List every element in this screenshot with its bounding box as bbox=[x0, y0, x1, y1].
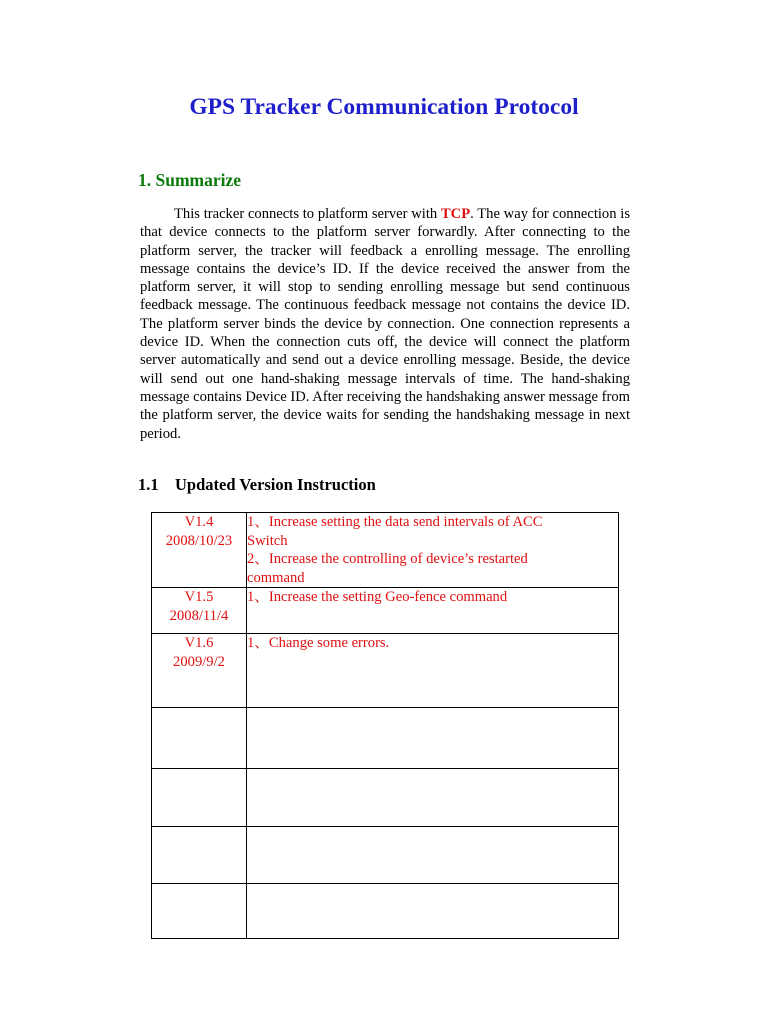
version-cell bbox=[152, 634, 247, 708]
table-row bbox=[152, 513, 619, 588]
version-date: 2008/10/23 bbox=[165, 532, 233, 549]
note-line: 1、Increase the setting Geo-fence command bbox=[247, 589, 508, 605]
notes-cell bbox=[247, 588, 619, 634]
notes-cell bbox=[247, 634, 619, 708]
table-row bbox=[152, 634, 619, 708]
subsection-heading-version bbox=[138, 475, 376, 495]
empty-cell bbox=[152, 769, 247, 827]
version-number: V1.6 bbox=[184, 635, 214, 651]
version-date: 2008/11/4 bbox=[169, 607, 229, 624]
table-row-empty bbox=[152, 769, 619, 827]
version-date: 2009/9/2 bbox=[173, 653, 225, 670]
version-number: V1.4 bbox=[184, 514, 214, 530]
version-number: V1.5 bbox=[184, 589, 214, 605]
notes-cell bbox=[247, 513, 619, 588]
empty-cell bbox=[152, 708, 247, 769]
tcp-keyword: TCP bbox=[440, 206, 471, 222]
empty-cell bbox=[247, 708, 619, 769]
empty-cell bbox=[152, 884, 247, 939]
empty-cell bbox=[247, 827, 619, 884]
table-row bbox=[152, 588, 619, 634]
version-table bbox=[151, 512, 619, 939]
subsection-number: 1.1 bbox=[138, 475, 159, 494]
table-row-empty bbox=[152, 884, 619, 939]
table-row-empty bbox=[152, 708, 619, 769]
note-line: Switch bbox=[247, 532, 288, 549]
summary-text-rest: . The way for connection is that device connects to the platform server forwardly. After connecting to the platform server, the tracker will feedback a enrolling message. The enrolling message contains the device’s ID. If the device received the answer from the platform server, it will stop to sending enrolling message but send continuous feedback message. The continuous feedback message not contains the device ID. The platform server binds the device by connection. One connection represents a device ID. When the connection cuts off, the device will connect the platform server automatically and send out a device enrolling message. Beside, the device will send out one hand-shaking message intervals of time. The hand-shaking message contains Device ID. After receiving the handshaking answer message from the platform server, the device waits for sending the handshaking message in next period. bbox=[140, 206, 630, 442]
note-line: 2、Increase the controlling of device’s restarted bbox=[247, 551, 528, 567]
empty-cell bbox=[152, 827, 247, 884]
note-line: 1、Change some errors. bbox=[247, 635, 390, 651]
summary-paragraph bbox=[140, 205, 630, 443]
empty-cell bbox=[247, 769, 619, 827]
empty-cell bbox=[247, 884, 619, 939]
summary-text-start: This tracker connects to platform server with bbox=[174, 206, 441, 222]
subsection-title: Updated Version Instruction bbox=[175, 475, 376, 494]
version-cell bbox=[152, 513, 247, 588]
version-cell bbox=[152, 588, 247, 634]
section-heading-summarize: 1. Summarize bbox=[138, 170, 242, 190]
note-line: 1、Increase setting the data send intervals of ACC bbox=[247, 514, 543, 530]
note-line: command bbox=[247, 569, 305, 586]
table-row-empty bbox=[152, 827, 619, 884]
document-title: GPS Tracker Communication Protocol bbox=[189, 94, 579, 120]
